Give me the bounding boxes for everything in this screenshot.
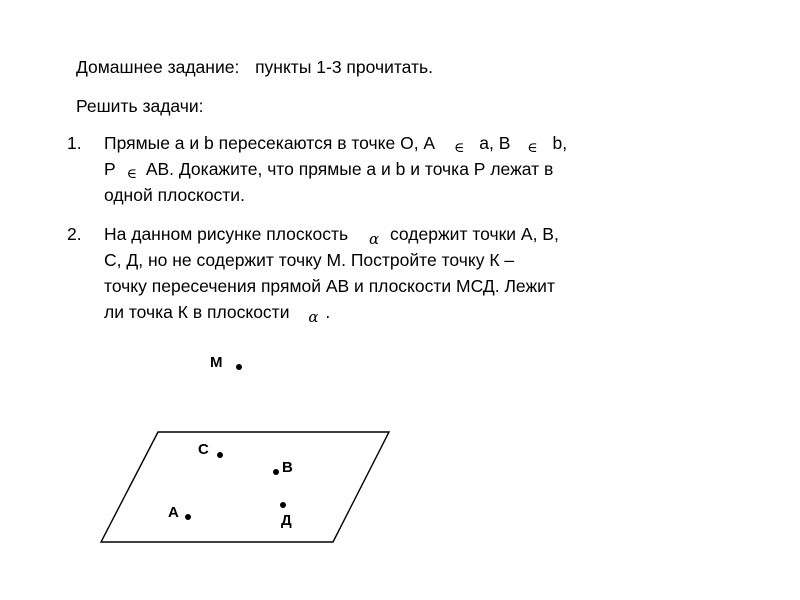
problem-2-number: 2. (67, 224, 82, 244)
point-d-label: Д (281, 512, 292, 529)
point-m (236, 364, 242, 370)
element-of-icon: ∈ (527, 140, 538, 156)
problem-1-line-2: Р ∈ АВ. Докажите, что прямые a и b и точка Р лежат в (104, 156, 553, 187)
problem-1-line-3: одной плоскости. (104, 185, 245, 205)
point-a (185, 514, 191, 520)
element-of-icon: ∈ (126, 166, 137, 182)
alpha-symbol: α (368, 230, 380, 248)
point-d (280, 502, 286, 508)
problem-2-line-3: точку пересечения прямой АВ и плоскости МСД. Лежит (104, 276, 555, 296)
homework-task: пункты 1-3 прочитать. (255, 57, 434, 77)
problem-2-line-2: С, Д, но не содержит точку М. Постройте точку К – (104, 250, 515, 270)
point-a-label: А (168, 504, 179, 521)
problem-1-number: 1. (67, 133, 82, 153)
point-c (217, 452, 223, 458)
point-b (273, 469, 279, 475)
solve-title: Решить задачи: (76, 96, 204, 116)
problem-1-line-1: Прямые a и b пересекаются в точке О, А ∈ a, В ∈ b, (104, 130, 567, 161)
point-m-label: М (210, 354, 223, 371)
element-of-icon: ∈ (453, 140, 465, 156)
problem-2-line-1: На данном рисунке плоскость α содержит точки А, В, (104, 221, 559, 252)
homework-label: Домашнее задание: (76, 57, 240, 77)
point-c-label: С (198, 441, 209, 458)
alpha-symbol: α (308, 308, 319, 326)
point-b-label: В (282, 459, 293, 476)
plane-alpha (101, 432, 389, 542)
problem-2-line-4: ли точка К в плоскости α . (104, 299, 330, 330)
